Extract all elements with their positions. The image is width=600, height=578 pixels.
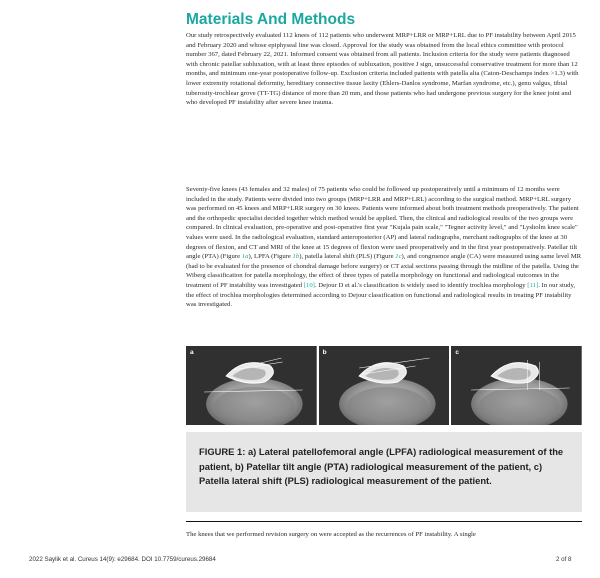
figure-1c-link[interactable]: 1c [395, 253, 402, 261]
panel-letter-b: b [322, 349, 327, 356]
paragraph-2-text-6: . In our study, the effect of trochlea morphologies determined according to Dejour classification on functional and radiological results in treating PF instability was investigated. [186, 281, 576, 309]
methods-paragraph-3: The knees that we performed revision surgery on were accepted as the recurrences of PF instability. A single [186, 531, 476, 538]
figure-1a-link[interactable]: 1a [241, 253, 249, 261]
paragraph-2-text-3: ), patella lateral shift (PLS) (Figure [299, 253, 396, 261]
section-heading: Materials And Methods [186, 11, 356, 28]
figure-1-images [186, 346, 582, 425]
figure-panel-b [319, 346, 450, 425]
paragraph-2-text-4: ), and congruence angle (CA) were measured using same level MR (had to be evaluated for the presence of chondral damage before surgery) or CT axial sections passing through the midline of the patella. Using the Wiberg classification for patella morphology, the effect of three types of patella morphology on functional and radiological outcomes in the treatment of PF instability was investigated [186, 253, 582, 289]
paragraph-2-text-5: . Dejour D et al.'s classification is widely used to identify trochlea morphology [314, 281, 528, 289]
ct-scan-image-a [186, 346, 317, 425]
methods-paragraph-1: Our study retrospectively evaluated 112 knees of 112 patients who underwent MRP+LRR or MRP+LRL due to PF instability between April 2015 and February 2020 and whose epiphyseal line was closed. Approval for the study was obtained from the local ethics committee with protocol number 367, dated February 22, 2021. Informed consent was obtained from all patients. Inclusion criteria for the study were patients diagnosed with chronic patellar subluxation, with at least three episodes of subluxation, positive J sign, unsuccessful conservative treatment for more than 12 months, and minimum one-year postoperative follow-up. Exclusion criteria included patients with patella alta (Caton-Deschamps index >1.3) with lower extremity rotational deformity, hereditary connective tissue laxity (Ehlers-Danlos syndrome, Marfan syndrome, etc.), genu valgus, tibial tuberosity-trochlear grove (TT-TG) distance of more than 20 mm, and those patients who had undergone previous surgery for the knee joint and who developed PF instability after severe knee trauma. [186, 32, 579, 107]
figure-1b-link[interactable]: 1b [292, 253, 300, 261]
figure-1-caption: FIGURE 1: a) Lateral patellofemoral angle (LPFA) radiological measurement of the patient, b) Patellar tilt angle (PTA) radiological measurement of the patient, c) Patella lateral shift (PLS) radiological measurement of the patient. [199, 446, 564, 487]
panel-letter-c: c [455, 349, 459, 356]
reference-10-link[interactable]: [10] [303, 281, 315, 289]
methods-paragraph-2 [186, 185, 582, 310]
paragraph-2-text-1: Seventy-five knees (43 females and 32 males) of 75 patients who could be followed up postoperatively until a minimum of 12 months were included in the study. Patients were divided into two groups (MRP+LRR and MRP+LRL) according to the surgical method. MRP+LRL surgery was performed on 45 knees and MRP+LRR surgery on 30 knees. Patients were informed about both treatment methods preoperatively. The patient and the orthopedic specialist decided together which method would be applied. Then, the clinical and radiological results of the two groups were compared. In clinical evaluation, pre-operative and post-operative first year "Kujala pain scale," "Tegner activity level," and "Lysholm knee scale" values were used. In the radiological evaluation, standard anteroposterior (AP) and lateral radiographs, merchant radiographs of the knee at 30 degrees of flexion, and CT and MRI of the knee at 15 degrees of flexion were used preoperatively and in the first year postoperatively. Patellar tilt angle (PTA) (Figure [186, 186, 579, 261]
footer-page-number: 2 of 8 [556, 556, 572, 563]
caption-divider [186, 521, 582, 522]
reference-11-link[interactable]: [11] [527, 281, 539, 289]
ct-scan-image-c [451, 346, 582, 425]
panel-letter-a: a [190, 349, 194, 356]
figure-panel-a [186, 346, 317, 425]
footer-citation: 2022 Saylik et al. Cureus 14(9): e29684. DOI 10.7759/cureus.29684 [29, 556, 216, 563]
ct-scan-image-b [319, 346, 450, 425]
paragraph-2-text-2: ), LPFA (Figure [248, 253, 293, 261]
figure-1-caption-box [186, 432, 582, 512]
figure-panel-c [451, 346, 582, 425]
